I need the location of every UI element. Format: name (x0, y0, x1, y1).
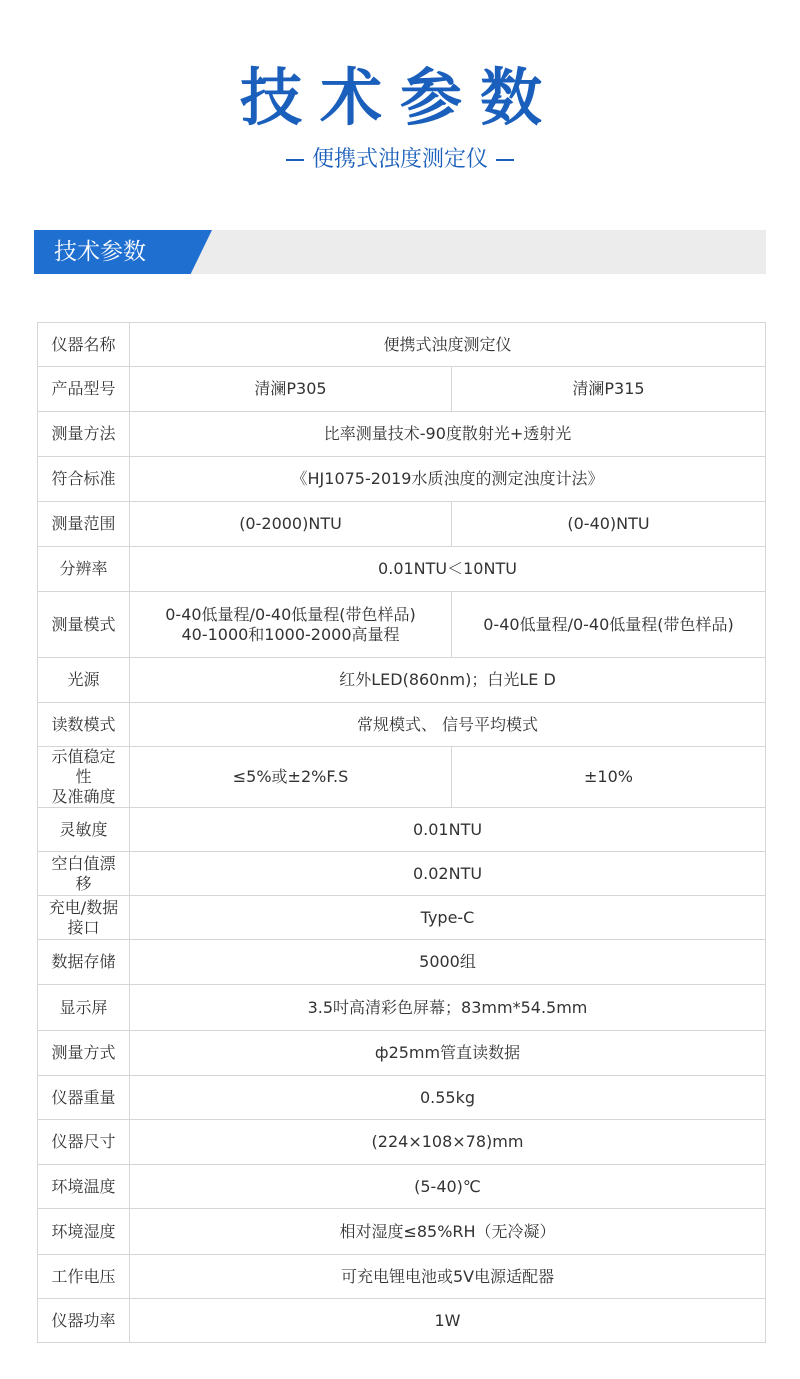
spec-table (37, 322, 766, 1343)
row-value-left-line: 40-1000和1000-2000高量程 (181, 624, 400, 644)
table-row (38, 547, 766, 592)
row-value: 常规模式、 信号平均模式 (130, 703, 766, 747)
table-row (38, 367, 766, 412)
row-value: 0.01NTU＜10NTU (130, 547, 766, 592)
subtitle-text: 便携式浊度测定仪 (311, 147, 488, 172)
subtitle-dash-right (496, 159, 514, 161)
row-value-left: ≤5%或±2%F.S (130, 747, 452, 808)
table-row (38, 1209, 766, 1255)
row-label: 数据存储 (38, 940, 130, 985)
row-label: 仪器尺寸 (38, 1120, 130, 1165)
row-value: 比率测量技术-90度散射光+透射光 (130, 412, 766, 457)
row-label: 工作电压 (38, 1255, 130, 1299)
row-value: 《HJ1075-2019水质浊度的测定浊度计法》 (130, 457, 766, 502)
table-row (38, 502, 766, 547)
table-row (38, 703, 766, 747)
row-label: 读数模式 (38, 703, 130, 747)
row-value: ф25mm管直读数据 (130, 1031, 766, 1076)
table-row (38, 940, 766, 985)
row-value: 相对湿度≤85%RH（无冷凝） (130, 1209, 766, 1255)
table-row (38, 985, 766, 1031)
row-value: 0.02NTU (130, 852, 766, 896)
table-row (38, 1120, 766, 1165)
row-label: 光源 (38, 658, 130, 703)
table-row (38, 808, 766, 852)
table-row (38, 896, 766, 940)
table-row (38, 852, 766, 896)
row-value-right: (0-40)NTU (452, 502, 766, 547)
row-value: 红外LED(860nm)；白光LE D (130, 658, 766, 703)
row-label: 空白值漂移 (38, 852, 130, 896)
row-value: 5000组 (130, 940, 766, 985)
row-label: 测量模式 (38, 592, 130, 658)
row-label (38, 747, 130, 808)
page-subtitle (0, 144, 800, 176)
table-row (38, 592, 766, 658)
row-value-left: (0-2000)NTU (130, 502, 452, 547)
row-label: 产品型号 (38, 367, 130, 412)
row-label-line: 接口 (67, 917, 100, 937)
table-row (38, 658, 766, 703)
row-label: 符合标准 (38, 457, 130, 502)
table-row (38, 1255, 766, 1299)
row-label: 测量方式 (38, 1031, 130, 1076)
table-row (38, 1165, 766, 1209)
subtitle-dash-left (286, 159, 304, 161)
row-label: 仪器功率 (38, 1299, 130, 1343)
row-label: 灵敏度 (38, 808, 130, 852)
row-label: 环境温度 (38, 1165, 130, 1209)
row-label-line: 示值稳定性 (51, 747, 116, 786)
section-banner-label: 技术参数 (54, 239, 146, 265)
row-value: 便携式浊度测定仪 (130, 323, 766, 367)
table-row (38, 412, 766, 457)
row-value: Type-C (130, 896, 766, 940)
table-row (38, 457, 766, 502)
row-value-left-line: 0-40低量程/0-40低量程(带色样品) (165, 604, 416, 624)
table-row (38, 1031, 766, 1076)
row-label: 仪器重量 (38, 1076, 130, 1120)
row-value: (224×108×78)mm (130, 1120, 766, 1165)
row-label: 分辨率 (38, 547, 130, 592)
row-label-line: 及准确度 (51, 787, 116, 806)
row-label (38, 896, 130, 940)
table-row (38, 1076, 766, 1120)
row-label: 测量范围 (38, 502, 130, 547)
row-value: 可充电锂电池或5V电源适配器 (130, 1255, 766, 1299)
row-value: 0.01NTU (130, 808, 766, 852)
row-label: 仪器名称 (38, 323, 130, 367)
section-banner (34, 230, 766, 274)
row-label: 环境湿度 (38, 1209, 130, 1255)
row-value: (5-40)℃ (130, 1165, 766, 1209)
table-row (38, 747, 766, 808)
row-value-left (130, 592, 452, 658)
row-label-line: 充电/数据 (48, 897, 119, 917)
row-value: 0.55kg (130, 1076, 766, 1120)
table-row (38, 1299, 766, 1343)
page-title: 技术参数 (239, 61, 560, 134)
row-value: 3.5吋高清彩色屏幕；83mm*54.5mm (130, 985, 766, 1031)
row-label: 测量方法 (38, 412, 130, 457)
row-label: 显示屏 (38, 985, 130, 1031)
table-row (38, 323, 766, 367)
row-value-right: 清澜P315 (452, 367, 766, 412)
row-value-right: 0-40低量程/0-40低量程(带色样品) (452, 592, 766, 658)
row-value-left: 清澜P305 (130, 367, 452, 412)
row-value: 1W (130, 1299, 766, 1343)
row-value-right: ±10% (452, 747, 766, 808)
